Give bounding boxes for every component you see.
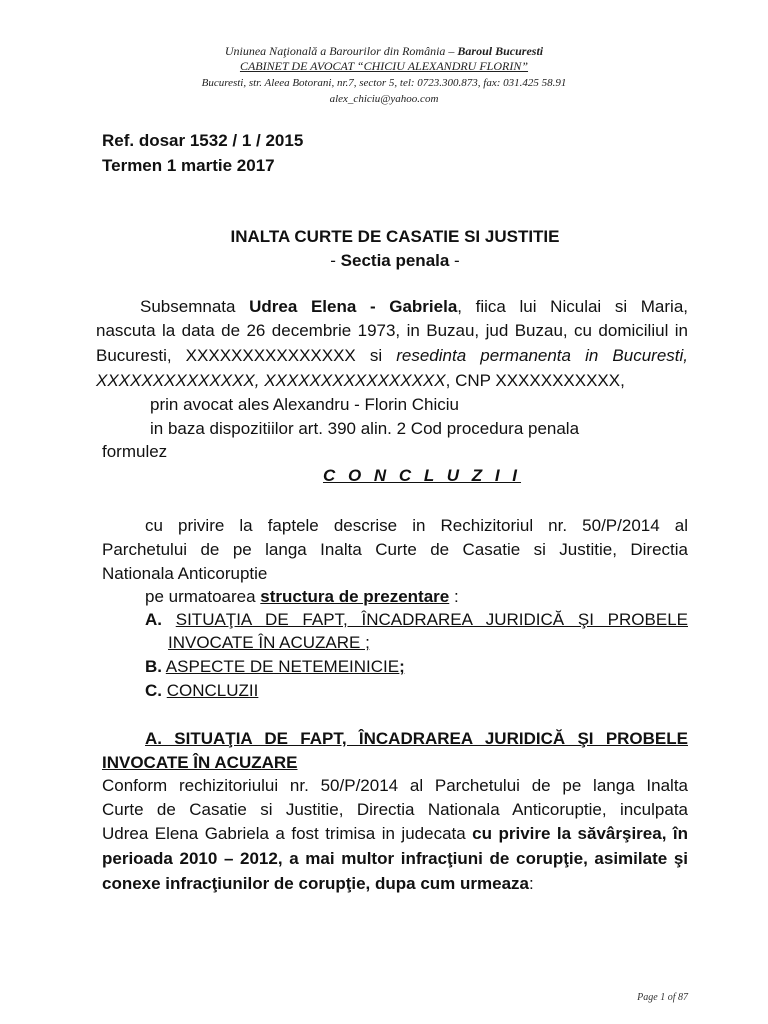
ref-dosar: Ref. dosar 1532 / 1 / 2015 — [102, 131, 304, 150]
section-a-line-5: conexe infracţiunilor de corupţie, dupa cum urmeaza: — [102, 874, 534, 893]
ref-termen: Termen 1 martie 2017 — [102, 156, 275, 175]
section-a-heading-line-2: INVOCATE ÎN ACUZARE — [102, 753, 298, 772]
intro-line-3: Bucuresti, XXXXXXXXXXXXXXX si resedinta permanenta in Bucuresti, — [96, 346, 688, 365]
intro-line-4: XXXXXXXXXXXXXX, XXXXXXXXXXXXXXXX, CNP XXXXXXXXXXX, — [96, 371, 625, 390]
privire-line-2: Parchetului de pe langa Inalta Curte de Casatie si Justitie, Directia — [102, 540, 688, 559]
structure-item-a: A. SITUAŢIA DE FAPT, ÎNCADRAREA JURIDICĂ ŞI PROBELE — [145, 610, 688, 629]
section-a-line-3: Udrea Elena Gabriela a fost trimisa in judecata cu privire la săvârşirea, în — [102, 824, 688, 843]
structure-item-b: B. ASPECTE DE NETEMEINICIE; — [145, 657, 405, 676]
structure-item-c: C. CONCLUZII — [145, 681, 259, 700]
intro-line-5: prin avocat ales Alexandru - Florin Chiciu — [150, 395, 459, 414]
intro-line-6: in baza dispozitiilor art. 390 alin. 2 Cod procedura penala — [150, 419, 580, 438]
privire-line-4: pe urmatoarea structura de prezentare : — [145, 587, 459, 606]
intro-line-7: formulez — [102, 442, 168, 461]
intro-line-2: nascuta la data de 26 decembrie 1973, in Buzau, jud Buzau, cu domiciliul in — [96, 321, 688, 340]
privire-line-3: Nationala Anticoruptie — [102, 564, 268, 583]
section-a-line-1: Conform rechizitoriului nr. 50/P/2014 al Parchetului de pe langa Inalta — [102, 776, 688, 795]
privire-line-1: cu privire la faptele descrise in Rechizitoriul nr. 50/P/2014 al — [145, 516, 688, 535]
intro-line-1: Subsemnata Udrea Elena - Gabriela, fiica lui Niculai si Maria, — [140, 297, 688, 316]
court-section: - Sectia penala - — [330, 251, 460, 270]
header-bar-association: Uniunea Naţională a Barourilor din România – Baroul Bucuresti — [224, 44, 544, 58]
document-title: C O N C L U Z I I — [322, 466, 522, 485]
header-cabinet-name: CABINET DE AVOCAT “CHICIU ALEXANDRU FLORIN” — [239, 59, 529, 73]
section-a-heading-line-1: A. SITUAŢIA DE FAPT, ÎNCADRAREA JURIDICĂ ŞI PROBELE — [145, 729, 688, 748]
structure-item-a-cont: INVOCATE ÎN ACUZARE ; — [168, 633, 370, 652]
header-email: alex_chiciu@yahoo.com — [329, 93, 439, 105]
court-name: INALTA CURTE DE CASATIE SI JUSTITIE — [230, 227, 560, 246]
page-number: Page 1 of 87 — [637, 992, 688, 1003]
section-a-line-2: Curte de Casatie si Justitie, Directia Nationala Anticoruptie, inculpata — [102, 800, 688, 819]
section-a-line-4: perioada 2010 – 2012, a mai multor infracţiuni de corupţie, asimilate şi — [102, 849, 688, 868]
header-address: Bucuresti, str. Aleea Botorani, nr.7, sector 5, tel: 0723.300.873, fax: 031.425 58.91 — [201, 77, 567, 89]
